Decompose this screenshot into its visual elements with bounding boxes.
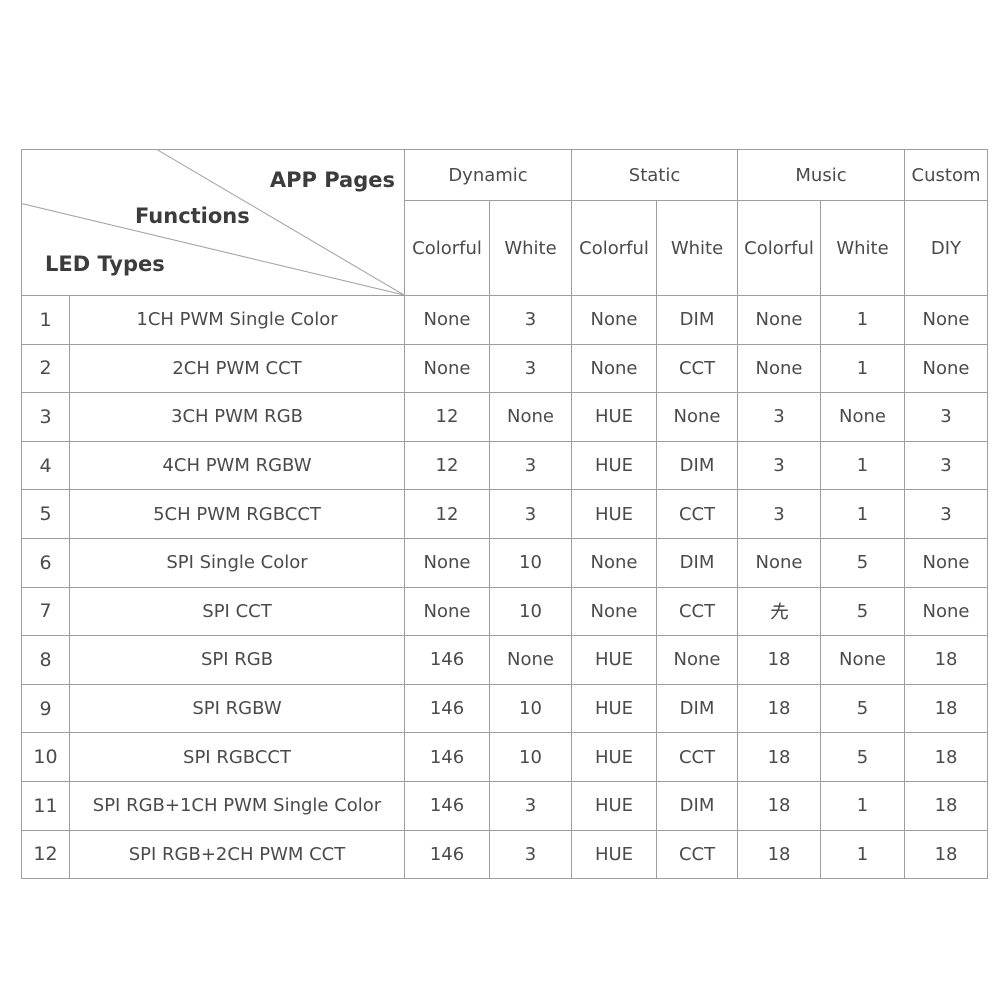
value-cell: 1 bbox=[821, 781, 905, 830]
value-cell: None bbox=[405, 344, 490, 393]
table-row bbox=[22, 490, 988, 539]
value-cell: 3 bbox=[490, 344, 572, 393]
row-number: 6 bbox=[22, 538, 70, 587]
table-row bbox=[22, 733, 988, 782]
table-row bbox=[22, 344, 988, 393]
table-row bbox=[22, 296, 988, 345]
row-number: 4 bbox=[22, 441, 70, 490]
value-cell: CCT bbox=[657, 733, 738, 782]
led-type-name: 3CH PWM RGB bbox=[70, 393, 405, 442]
row-number: 10 bbox=[22, 733, 70, 782]
value-cell: 18 bbox=[905, 684, 988, 733]
value-cell: CCT bbox=[657, 587, 738, 636]
app-pages-label: APP Pages bbox=[269, 168, 395, 192]
value-cell: 12 bbox=[405, 441, 490, 490]
value-cell: None bbox=[821, 636, 905, 685]
value-cell: 146 bbox=[405, 684, 490, 733]
functions-label: Functions bbox=[135, 204, 250, 228]
value-cell: 3 bbox=[490, 490, 572, 539]
value-cell: 10 bbox=[490, 538, 572, 587]
led-type-name: 1CH PWM Single Color bbox=[70, 296, 405, 345]
value-cell: None bbox=[905, 587, 988, 636]
subheader-static-colorful: Colorful bbox=[572, 201, 657, 296]
value-cell: 5 bbox=[821, 587, 905, 636]
value-cell: None bbox=[657, 636, 738, 685]
value-cell: 1 bbox=[821, 441, 905, 490]
table-row bbox=[22, 830, 988, 879]
value-cell: 18 bbox=[738, 781, 821, 830]
subheader-custom-diy: DIY bbox=[905, 201, 988, 296]
group-header-custom: Custom bbox=[905, 150, 988, 201]
value-cell: HUE bbox=[572, 393, 657, 442]
row-number: 5 bbox=[22, 490, 70, 539]
value-cell: 5 bbox=[821, 733, 905, 782]
value-cell: 10 bbox=[490, 587, 572, 636]
value-cell: 5 bbox=[821, 538, 905, 587]
value-cell: HUE bbox=[572, 441, 657, 490]
value-cell: HUE bbox=[572, 733, 657, 782]
value-cell: None bbox=[821, 393, 905, 442]
value-cell: 18 bbox=[738, 733, 821, 782]
led-type-name: SPI RGB bbox=[70, 636, 405, 685]
value-cell: None bbox=[490, 636, 572, 685]
value-cell: 3 bbox=[738, 490, 821, 539]
led-types-app-pages-table bbox=[21, 149, 988, 879]
value-cell: None bbox=[905, 538, 988, 587]
value-cell: None bbox=[905, 296, 988, 345]
value-cell: CCT bbox=[657, 490, 738, 539]
value-cell: None bbox=[405, 538, 490, 587]
value-cell: HUE bbox=[572, 684, 657, 733]
value-cell: HUE bbox=[572, 830, 657, 879]
value-cell: HUE bbox=[572, 636, 657, 685]
value-cell: None bbox=[572, 344, 657, 393]
value-cell: None bbox=[572, 538, 657, 587]
diagonal-header-cell bbox=[22, 150, 405, 296]
value-cell: 18 bbox=[738, 684, 821, 733]
led-type-name: SPI Single Color bbox=[70, 538, 405, 587]
value-cell: None bbox=[405, 587, 490, 636]
subheader-music-white: White bbox=[821, 201, 905, 296]
value-cell: 18 bbox=[905, 830, 988, 879]
value-cell: DIM bbox=[657, 296, 738, 345]
value-cell: HUE bbox=[572, 781, 657, 830]
row-number: 2 bbox=[22, 344, 70, 393]
table-row bbox=[22, 538, 988, 587]
value-cell: DIM bbox=[657, 538, 738, 587]
value-cell: 3 bbox=[905, 393, 988, 442]
value-cell: HUE bbox=[572, 490, 657, 539]
value-cell: None bbox=[738, 538, 821, 587]
table-row bbox=[22, 636, 988, 685]
value-cell: 3 bbox=[738, 393, 821, 442]
led-type-name: SPI CCT bbox=[70, 587, 405, 636]
value-cell: None bbox=[490, 393, 572, 442]
table-body bbox=[22, 296, 988, 879]
value-cell: 3 bbox=[490, 296, 572, 345]
value-cell: 146 bbox=[405, 733, 490, 782]
group-header-row bbox=[22, 150, 988, 201]
row-number: 12 bbox=[22, 830, 70, 879]
value-cell: 5 bbox=[821, 684, 905, 733]
subheader-dynamic-white: White bbox=[490, 201, 572, 296]
value-cell: DIM bbox=[657, 684, 738, 733]
table-row bbox=[22, 587, 988, 636]
led-type-name: 5CH PWM RGBCCT bbox=[70, 490, 405, 539]
value-cell: 1 bbox=[821, 296, 905, 345]
group-header-dynamic: Dynamic bbox=[405, 150, 572, 201]
value-cell: None bbox=[405, 296, 490, 345]
row-number: 11 bbox=[22, 781, 70, 830]
value-cell: CCT bbox=[657, 830, 738, 879]
group-header-music: Music bbox=[738, 150, 905, 201]
led-types-label: LED Types bbox=[45, 252, 165, 276]
row-number: 7 bbox=[22, 587, 70, 636]
value-cell: 3 bbox=[490, 830, 572, 879]
value-cell: None bbox=[572, 296, 657, 345]
wu-none-glyph bbox=[769, 601, 790, 622]
value-cell: 18 bbox=[905, 781, 988, 830]
value-cell: 18 bbox=[738, 830, 821, 879]
subheader-dynamic-colorful: Colorful bbox=[405, 201, 490, 296]
value-cell: None bbox=[572, 587, 657, 636]
value-cell: CCT bbox=[657, 344, 738, 393]
led-type-name: SPI RGBW bbox=[70, 684, 405, 733]
table-row bbox=[22, 441, 988, 490]
value-cell: 3 bbox=[738, 441, 821, 490]
value-cell-wu bbox=[738, 587, 821, 636]
led-type-name: 2CH PWM CCT bbox=[70, 344, 405, 393]
value-cell: 3 bbox=[490, 441, 572, 490]
value-cell: 1 bbox=[821, 830, 905, 879]
value-cell: None bbox=[657, 393, 738, 442]
value-cell: 12 bbox=[405, 393, 490, 442]
value-cell: 146 bbox=[405, 781, 490, 830]
value-cell: None bbox=[905, 344, 988, 393]
table-row bbox=[22, 393, 988, 442]
subheader-music-colorful: Colorful bbox=[738, 201, 821, 296]
value-cell: 146 bbox=[405, 830, 490, 879]
value-cell: 18 bbox=[738, 636, 821, 685]
value-cell: 12 bbox=[405, 490, 490, 539]
value-cell: 1 bbox=[821, 344, 905, 393]
row-number: 3 bbox=[22, 393, 70, 442]
row-number: 1 bbox=[22, 296, 70, 345]
value-cell: 10 bbox=[490, 733, 572, 782]
value-cell: None bbox=[738, 296, 821, 345]
value-cell: None bbox=[738, 344, 821, 393]
led-type-name: SPI RGB+2CH PWM CCT bbox=[70, 830, 405, 879]
value-cell: 146 bbox=[405, 636, 490, 685]
value-cell: 18 bbox=[905, 733, 988, 782]
led-type-name: SPI RGBCCT bbox=[70, 733, 405, 782]
value-cell: 3 bbox=[490, 781, 572, 830]
row-number: 9 bbox=[22, 684, 70, 733]
table-row bbox=[22, 781, 988, 830]
led-type-name: SPI RGB+1CH PWM Single Color bbox=[70, 781, 405, 830]
led-type-name: 4CH PWM RGBW bbox=[70, 441, 405, 490]
value-cell: 10 bbox=[490, 684, 572, 733]
value-cell: DIM bbox=[657, 441, 738, 490]
group-header-static: Static bbox=[572, 150, 738, 201]
value-cell: 3 bbox=[905, 441, 988, 490]
value-cell: DIM bbox=[657, 781, 738, 830]
value-cell: 3 bbox=[905, 490, 988, 539]
value-cell: 1 bbox=[821, 490, 905, 539]
value-cell: 18 bbox=[905, 636, 988, 685]
subheader-static-white: White bbox=[657, 201, 738, 296]
row-number: 8 bbox=[22, 636, 70, 685]
table-row bbox=[22, 684, 988, 733]
